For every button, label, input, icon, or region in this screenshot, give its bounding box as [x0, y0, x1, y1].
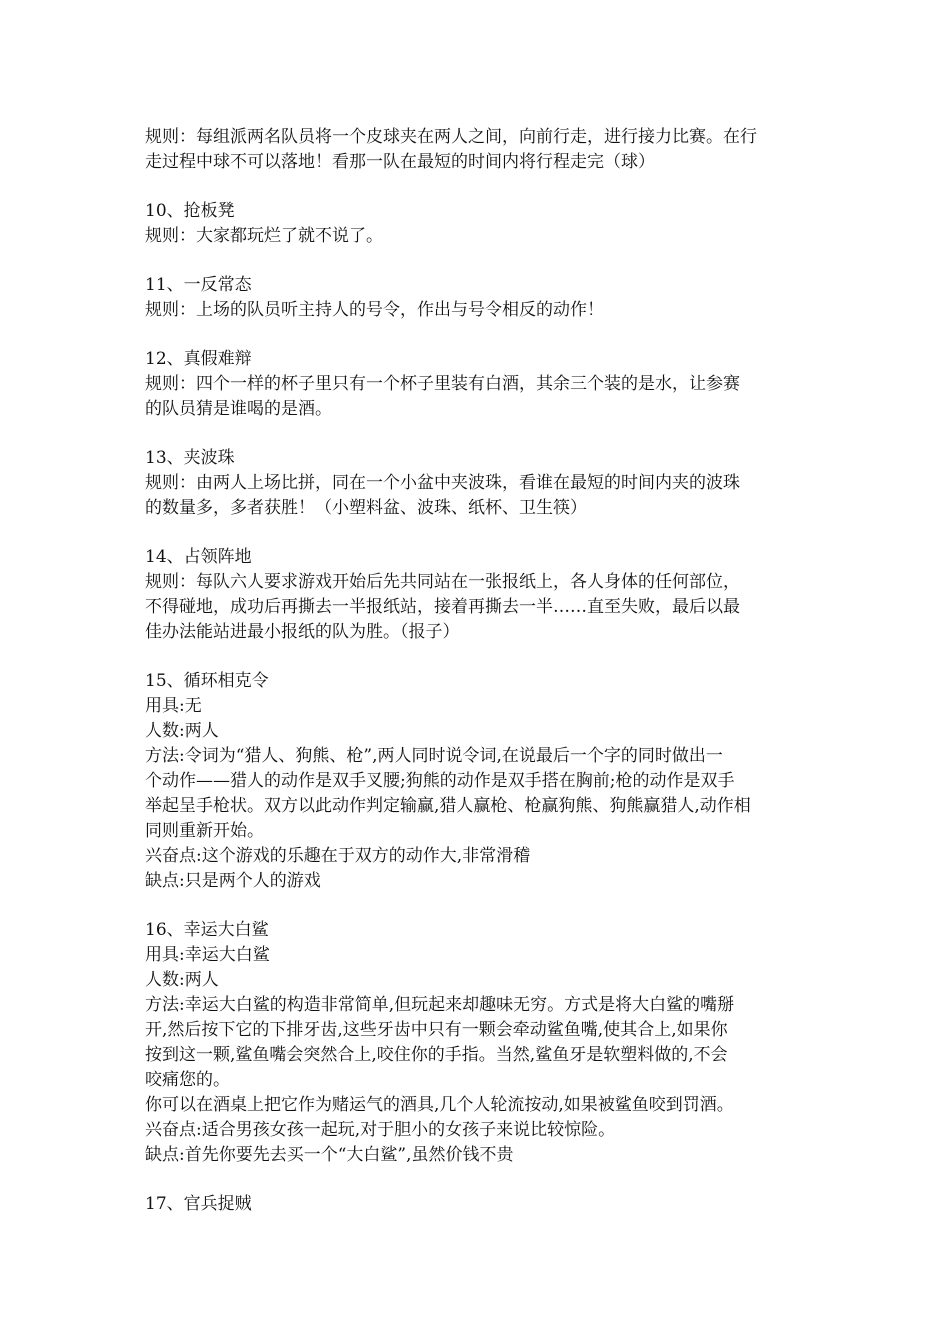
section-15: [145, 669, 810, 894]
section-relay-ball: [145, 125, 810, 175]
text-line: 人数:两人: [145, 970, 219, 990]
text-line: 按到这一颗,鲨鱼嘴会突然合上,咬住你的手指。当然,鲨鱼牙是软塑料做的,不会: [145, 1045, 728, 1065]
text-line: 方法:幸运大白鲨的构造非常简单,但玩起来却趣味无穷。方式是将大白鲨的嘴掰: [145, 995, 735, 1015]
text-line: 个动作——猎人的动作是双手叉腰;狗熊的动作是双手搭在胸前;枪的动作是双手: [145, 771, 735, 791]
section-12: [145, 347, 810, 422]
text-line: 规则：每组派两名队员将一个皮球夹在两人之间，向前行走，进行接力比赛。在行: [145, 127, 757, 147]
section-heading: 15、循环相克令: [145, 671, 269, 691]
text-line: 走过程中球不可以落地！看那一队在最短的时间内将行程走完（球）: [145, 152, 655, 172]
text-line: 兴奋点:适合男孩女孩一起玩,对于胆小的女孩子来说比较惊险。: [145, 1120, 616, 1140]
section-10: [145, 199, 810, 249]
text-line: 规则：由两人上场比拼，同在一个小盆中夹波珠，看谁在最短的时间内夹的波珠: [145, 473, 740, 493]
text-line: 方法:令词为“猎人、狗熊、枪”,两人同时说令词,在说最后一个字的同时做出一: [145, 746, 723, 766]
section-heading: 11、一反常态: [145, 275, 252, 295]
text-line: 的数量多，多者获胜！（小塑料盆、波珠、纸杯、卫生筷）: [145, 498, 587, 518]
text-line: 佳办法能站进最小报纸的队为胜。（报子）: [145, 622, 460, 642]
section-11: [145, 273, 810, 323]
text-line: 你可以在酒桌上把它作为赌运气的酒具,几个人轮流按动,如果被鲨鱼咬到罚酒。: [145, 1095, 734, 1115]
section-heading: 14、占领阵地: [145, 547, 252, 567]
text-line: 规则：每队六人要求游戏开始后先共同站在一张报纸上，各人身体的任何部位，: [145, 572, 740, 592]
text-line: 兴奋点:这个游戏的乐趣在于双方的动作大,非常滑稽: [145, 846, 531, 866]
text-line: 规则：大家都玩烂了就不说了。: [145, 226, 383, 246]
document-body: [145, 125, 810, 1241]
section-heading: 10、抢板凳: [145, 201, 235, 221]
text-line: 同则重新开始。: [145, 821, 264, 841]
text-line: 缺点:只是两个人的游戏: [145, 871, 321, 891]
text-line: 缺点:首先你要先去买一个“大白鲨”,虽然价钱不贵: [145, 1145, 514, 1165]
text-line: 规则：四个一样的杯子里只有一个杯子里装有白酒，其余三个装的是水，让参赛: [145, 374, 740, 394]
text-line: 不得碰地，成功后再撕去一半报纸站，接着再撕去一半……直至失败，最后以最: [145, 597, 740, 617]
section-17: [145, 1192, 810, 1217]
text-line: 的队员猜是谁喝的是酒。: [145, 399, 332, 419]
text-line: 举起呈手枪状。双方以此动作判定输赢,猎人赢枪、枪赢狗熊、狗熊赢猎人,动作相: [145, 796, 751, 816]
section-heading: 16、幸运大白鲨: [145, 920, 269, 940]
text-line: 人数:两人: [145, 721, 219, 741]
text-line: 咬痛您的。: [145, 1070, 230, 1090]
section-13: [145, 446, 810, 521]
section-heading: 13、夹波珠: [145, 448, 235, 468]
section-14: [145, 545, 810, 645]
section-16: [145, 918, 810, 1168]
section-heading: 12、真假难辩: [145, 349, 252, 369]
text-line: 用具:幸运大白鲨: [145, 945, 270, 965]
text-line: 开,然后按下它的下排牙齿,这些牙齿中只有一颗会牵动鲨鱼嘴,使其合上,如果你: [145, 1020, 728, 1040]
text-line: 用具:无: [145, 696, 202, 716]
text-line: 规则：上场的队员听主持人的号令，作出与号令相反的动作！: [145, 300, 604, 320]
section-heading: 17、官兵捉贼: [145, 1194, 252, 1214]
